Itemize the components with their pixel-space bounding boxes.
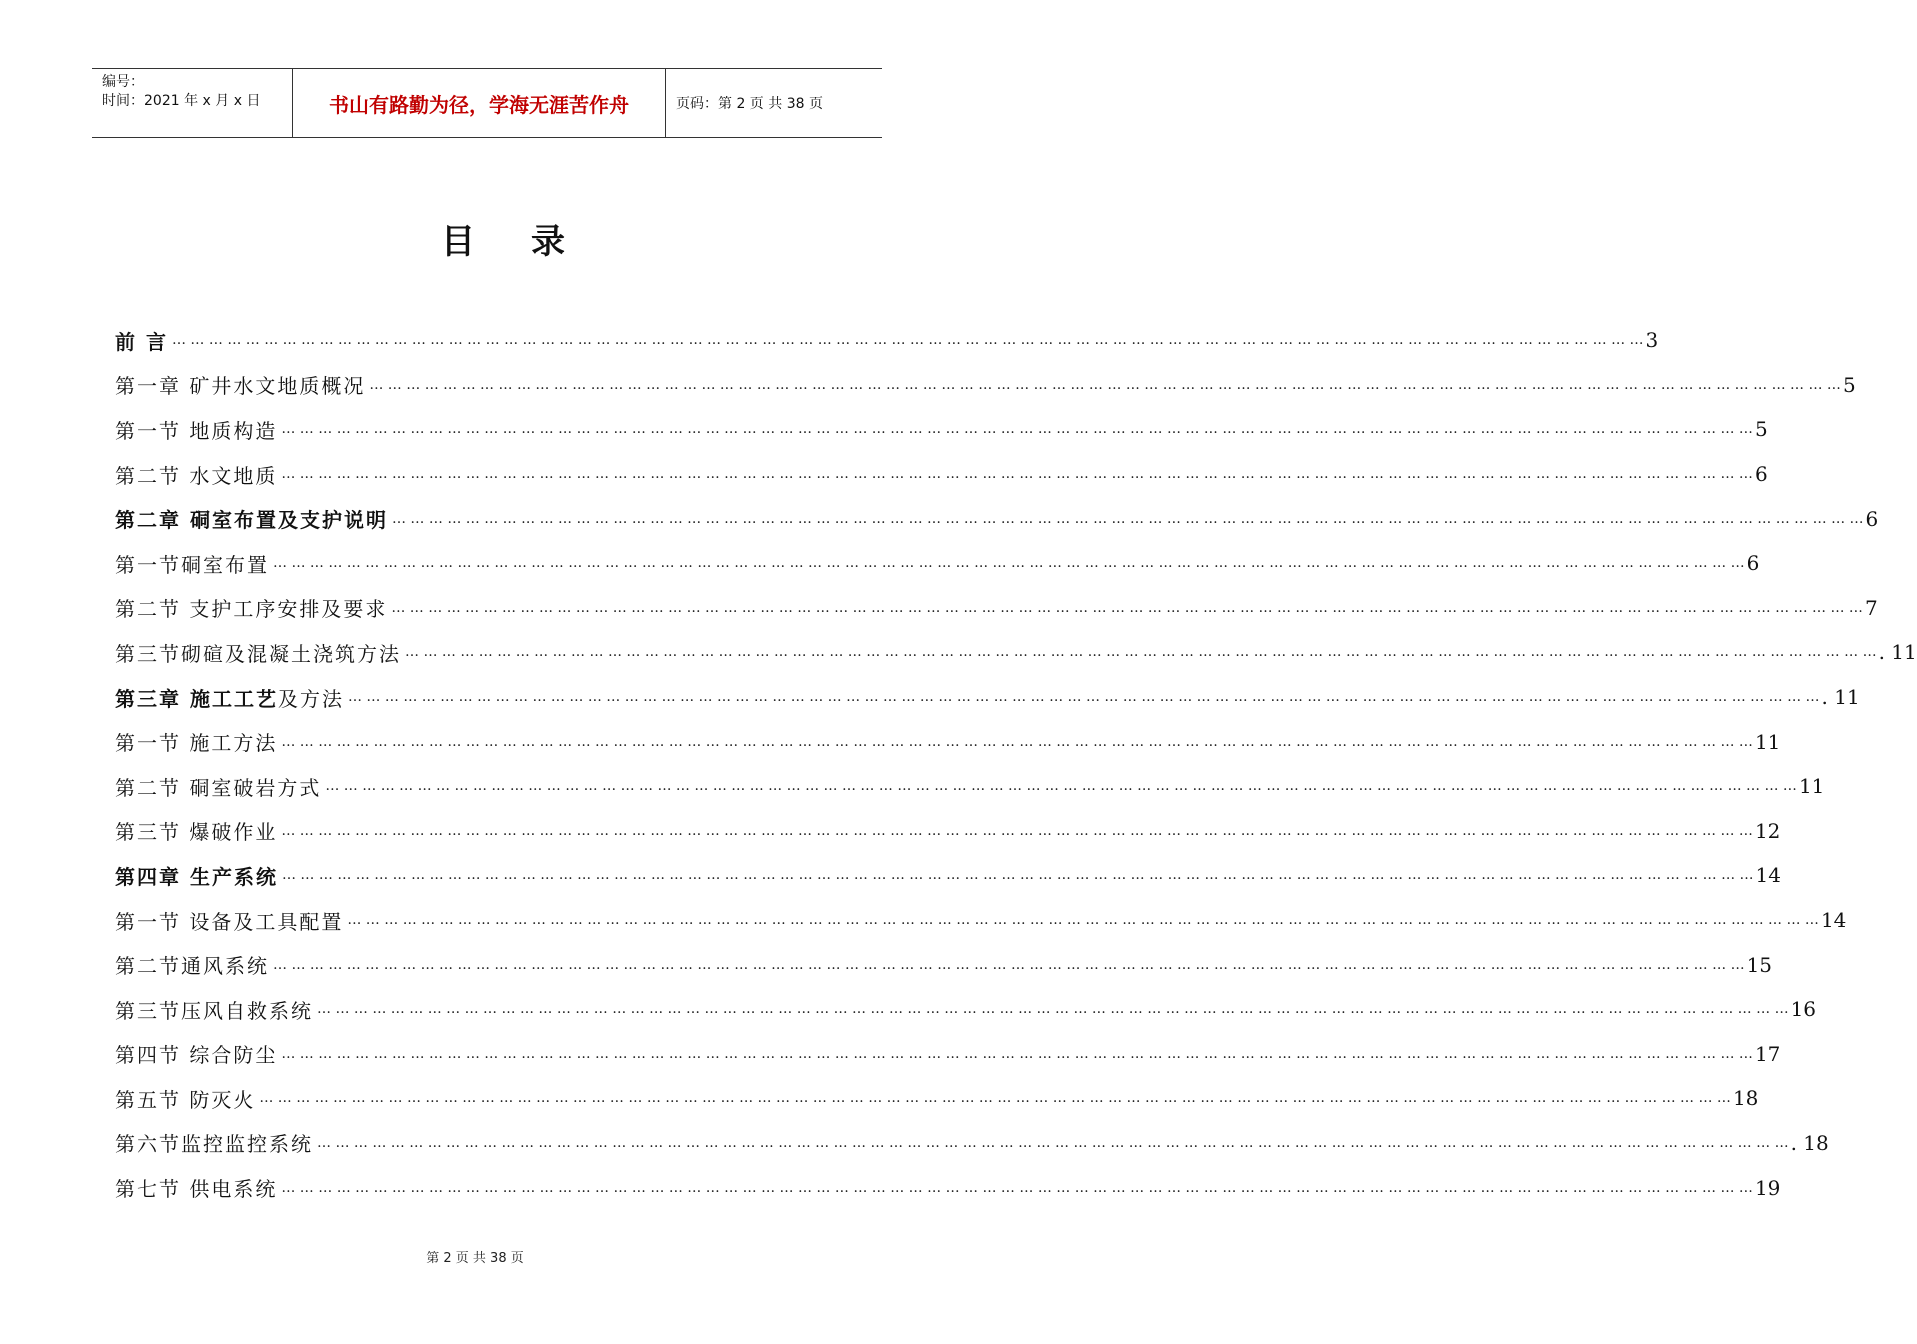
table-of-contents xyxy=(115,318,1917,1210)
toc-entry-page: 6 xyxy=(1865,506,1879,531)
toc-leader-dots: … … … … … … … … … … … … … … … … … … … … … … … … … … … … … … … … … … … … … … … … … … … … … … … … … … … … … … … … … … … … … … … … … … … … … … … … … … … … … … … … xyxy=(391,510,1864,527)
toc-entry-page: 12 xyxy=(1754,818,1781,843)
toc-leader-dots: … … … … … … … … … … … … … … … … … … … … … … … … … … … … … … … … … … … … … … … … … … … … … … … … … … … … … … … … … … … … … … … … … … … … … … … … … … … … … … … … xyxy=(325,778,1797,795)
toc-leader-dots: … … … … … … … … … … … … … … … … … … … … … … … … … … … … … … … … … … … … … … … … … … … … … … … … … … … … … … … … … … … … … … … … … … … … … … … … … … … … … … … … xyxy=(347,912,1819,929)
toc-entry-page: 3 xyxy=(1645,328,1659,353)
toc-leader-dots: … … … … … … … … … … … … … … … … … … … … … … … … … … … … … … … … … … … … … … … … … … … … … … … … … … … … … … … … … … … … … … … … … … … … … … … … … … … … … … … … xyxy=(281,1045,1753,1062)
toc-entry-page: 18 xyxy=(1732,1086,1759,1111)
toc-entry-page: . 11 xyxy=(1821,685,1860,710)
toc-entry[interactable] xyxy=(115,541,1760,586)
toc-leader-dots: … … … … … … … … … … … … … … … … … … … … … … … … … … … … … … … … … … … … … … … … … … … … … … … … … … … … … … … … … … … … … … … … … … … … … … … … … … … … … … … … xyxy=(281,1179,1753,1196)
toc-entry[interactable] xyxy=(115,898,1847,943)
toc-entry-page: 16 xyxy=(1790,997,1817,1022)
toc-entry[interactable] xyxy=(115,496,1879,541)
toc-leader-dots: … … … … … … … … … … … … … … … … … … … … … … … … … … … … … … … … … … … … … … … … … … … … … … … … … … … … … … … … … … … … … … … … … … … … … … … … … … … … … … … … xyxy=(281,867,1754,884)
toc-entry-label: 第二节 硐室破岩方式 xyxy=(115,772,325,801)
toc-leader-dots: … … … … … … … … … … … … … … … … … … … … … … … … … … … … … … … … … … … … … … … … … … … … … … … … … … … … … … … … … … … … … … … … … … … … … … … … … … … … … … … … xyxy=(369,376,1841,393)
header-motto: 书山有路勤为径，学海无涯苦作舟 xyxy=(293,69,666,137)
toc-leader-dots: … … … … … … … … … … … … … … … … … … … … … … … … … … … … … … … … … … … … … … … … … … … … … … … … … … … … … … … … … … … … … … … … … … … … … … … … … … … … … … … … xyxy=(259,1090,1731,1107)
toc-leader-dots: … … … … … … … … … … … … … … … … … … … … … … … … … … … … … … … … … … … … … … … … … … … … … … … … … … … … … … … … … … … … … … … … … … … … … … … … … … … … … … … … xyxy=(281,822,1753,839)
toc-entry[interactable] xyxy=(115,1121,1829,1166)
toc-entry-page: 5 xyxy=(1842,372,1856,397)
toc-entry-label: 第六节监控监控系统 xyxy=(115,1128,317,1157)
toc-entry-label: 第四节 综合防尘 xyxy=(115,1039,281,1068)
header-meta xyxy=(92,69,293,137)
toc-leader-dots: … … … … … … … … … … … … … … … … … … … … … … … … … … … … … … … … … … … … … … … … … … … … … … … … … … … … … … … … … … … … … … … … … … … … … … … … … … … … … … … … xyxy=(317,1001,1789,1018)
toc-entry-label: 第三章 施工工艺及方法 xyxy=(115,683,348,712)
toc-entry-page: 14 xyxy=(1755,863,1781,888)
toc-entry[interactable] xyxy=(115,853,1781,898)
toc-entry-page: 6 xyxy=(1754,462,1768,487)
toc-entry[interactable] xyxy=(115,1076,1759,1121)
toc-leader-dots: … … … … … … … … … … … … … … … … … … … … … … … … … … … … … … … … … … … … … … … … … … … … … … … … … … … … … … … … … … … … … … … … … … … … … … … … … … … … … … … … xyxy=(281,733,1753,750)
toc-entry-label: 第三节砌碹及混凝土浇筑方法 xyxy=(115,638,405,667)
toc-entry[interactable] xyxy=(115,719,1781,764)
header-number-label: 编号： xyxy=(102,74,144,90)
header-page-text: 页码：第 2 页 共 38 页 xyxy=(676,96,823,112)
toc-leader-dots: … … … … … … … … … … … … … … … … … … … … … … … … … … … … … … … … … … … … … … … … … … … … … … … … … … … … … … … … … … … … … … … … … … … … … … … … … … … … … … … … xyxy=(273,555,1745,572)
toc-entry-page: 6 xyxy=(1746,551,1760,576)
toc-entry-label: 前 言 xyxy=(115,326,172,355)
toc-entry-label: 第一章 矿井水文地质概况 xyxy=(115,370,369,399)
toc-entry[interactable] xyxy=(115,318,1659,363)
header-page-info xyxy=(666,69,882,137)
toc-entry-page: 11 xyxy=(1754,729,1781,754)
header-time: 时间：2021 年 x 月 x 日 xyxy=(102,93,261,109)
toc-entry-page: . 18 xyxy=(1790,1130,1829,1155)
toc-leader-dots: … … … … … … … … … … … … … … … … … … … … … … … … … … … … … … … … … … … … … … … … … … … … … … … … … … … … … … … … … … … … … … … … … … … … … … … … … … … … … … … … xyxy=(281,466,1753,483)
toc-entry-label: 第三节压风自救系统 xyxy=(115,995,317,1024)
toc-leader-dots: … … … … … … … … … … … … … … … … … … … … … … … … … … … … … … … … … … … … … … … … … … … … … … … … … … … … … … … … … … … … … … … … … … … … … … … … … … … … … … … … xyxy=(317,1134,1789,1151)
toc-entry[interactable] xyxy=(115,809,1781,854)
toc-entry-label: 第二节 支护工序安排及要求 xyxy=(115,593,391,622)
toc-entry-page: 7 xyxy=(1864,595,1878,620)
toc-entry-label: 第一节 施工方法 xyxy=(115,727,281,756)
toc-entry[interactable] xyxy=(115,363,1856,408)
page-header xyxy=(92,68,882,138)
toc-entry-label: 第七节 供电系统 xyxy=(115,1173,281,1202)
toc-entry-page: 11 xyxy=(1798,774,1825,799)
toc-leader-dots: … … … … … … … … … … … … … … … … … … … … … … … … … … … … … … … … … … … … … … … … … … … … … … … … … … … … … … … … … … … … … … … … … … … … … … … … … … … … … … … … xyxy=(171,332,1644,349)
toc-entry-label: 第一节 设备及工具配置 xyxy=(115,906,347,935)
toc-entry-page: 5 xyxy=(1754,417,1768,442)
toc-entry-label: 第一节硐室布置 xyxy=(115,549,273,578)
toc-entry-page: . 11 xyxy=(1878,640,1917,665)
toc-entry[interactable] xyxy=(115,586,1878,631)
toc-entry-label-suffix: 及方法 xyxy=(277,686,344,711)
toc-entry[interactable] xyxy=(115,407,1768,452)
toc-leader-dots: … … … … … … … … … … … … … … … … … … … … … … … … … … … … … … … … … … … … … … … … … … … … … … … … … … … … … … … … … … … … … … … … … … … … … … … … … … … … … … … … xyxy=(391,599,1863,616)
toc-entry[interactable] xyxy=(115,1165,1781,1210)
toc-entry[interactable] xyxy=(115,1032,1781,1077)
toc-entry-label: 第二章 硐室布置及支护说明 xyxy=(115,504,392,533)
page-title: 目录 xyxy=(441,222,621,262)
toc-entry-label: 第四章 生产系统 xyxy=(115,861,282,890)
toc-entry[interactable] xyxy=(115,675,1860,720)
toc-entry-page: 19 xyxy=(1754,1175,1781,1200)
toc-entry-label: 第二节通风系统 xyxy=(115,950,273,979)
page-footer: 第 2 页 共 38 页 xyxy=(426,1251,524,1266)
toc-entry[interactable] xyxy=(115,987,1817,1032)
toc-leader-dots: … … … … … … … … … … … … … … … … … … … … … … … … … … … … … … … … … … … … … … … … … … … … … … … … … … … … … … … … … … … … … … … … … … … … … … … … … … … … … … … … xyxy=(273,956,1745,973)
toc-entry[interactable] xyxy=(115,942,1773,987)
toc-entry-page: 17 xyxy=(1754,1041,1781,1066)
toc-leader-dots: … … … … … … … … … … … … … … … … … … … … … … … … … … … … … … … … … … … … … … … … … … … … … … … … … … … … … … … … … … … … … … … … … … … … … … … … … … … … … … … … xyxy=(281,421,1753,438)
toc-leader-dots: … … … … … … … … … … … … … … … … … … … … … … … … … … … … … … … … … … … … … … … … … … … … … … … … … … … … … … … … … … … … … … … … … … … … … … … … … … … … … … … … xyxy=(405,644,1877,661)
toc-entry-page: 15 xyxy=(1746,952,1773,977)
toc-entry-label: 第三节 爆破作业 xyxy=(115,816,281,845)
toc-entry[interactable] xyxy=(115,764,1825,809)
toc-entry-label: 第二节 水文地质 xyxy=(115,460,281,489)
toc-entry-label: 第一节 地质构造 xyxy=(115,415,281,444)
toc-entry-page: 14 xyxy=(1820,908,1847,933)
toc-entry[interactable] xyxy=(115,630,1917,675)
toc-leader-dots: … … … … … … … … … … … … … … … … … … … … … … … … … … … … … … … … … … … … … … … … … … … … … … … … … … … … … … … … … … … … … … … … … … … … … … … … … … … … … … … … xyxy=(347,689,1820,706)
toc-entry[interactable] xyxy=(115,452,1768,497)
toc-entry-label: 第五节 防灭火 xyxy=(115,1084,259,1113)
